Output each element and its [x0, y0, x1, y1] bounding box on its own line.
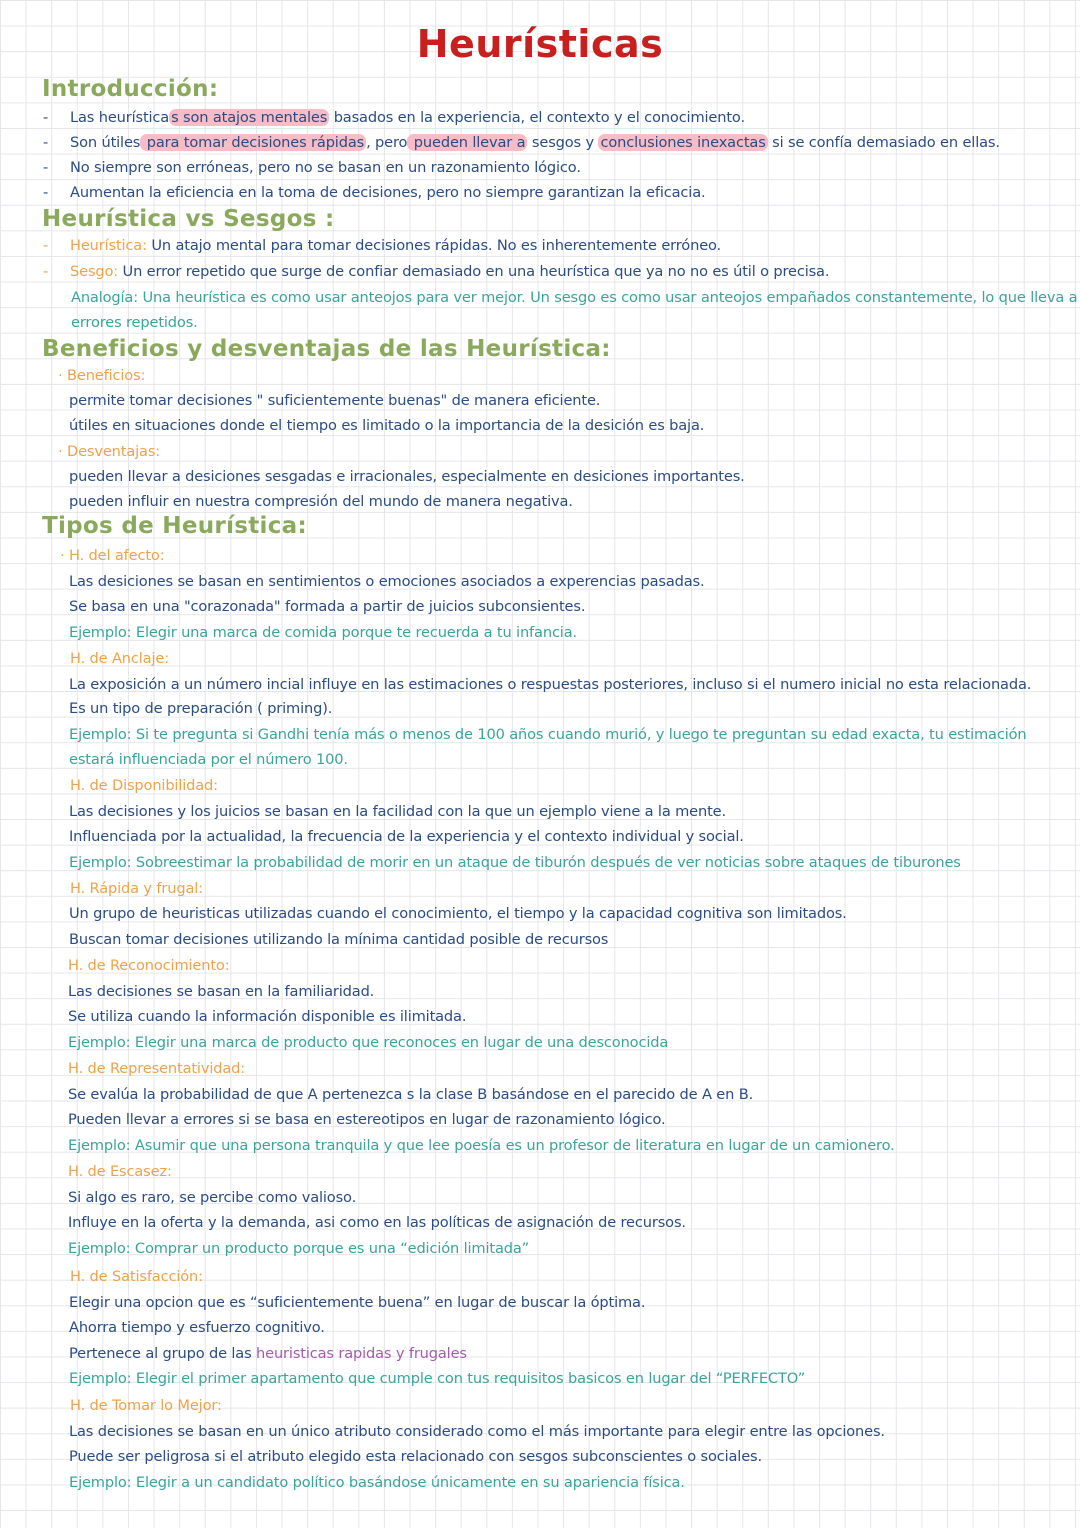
text-span: , pero [366, 134, 408, 151]
term-label: Beneficios: [67, 367, 146, 384]
heading-introduccion: Introducción: [42, 76, 219, 102]
type-representatividad-label: H. de Representatividad: [68, 1060, 246, 1077]
type-anclaje-line-2: Es un tipo de preparación ( priming). [69, 700, 333, 717]
text-span: Un atajo mental para tomar decisiones rápidas. No es inherentemente erróneo. [146, 237, 722, 254]
type-afecto-example: Ejemplo: Elegir una marca de comida porque te recuerda a tu infancia. [69, 624, 577, 641]
bullet-dot: · [58, 443, 63, 460]
benefits-label [58, 366, 145, 386]
disadvantages-line-2: pueden influir en nuestra compresión del mundo de manera negativa. [69, 493, 573, 510]
disadvantages-label [58, 442, 160, 462]
bullet-dash: - [43, 237, 49, 254]
intro-line-4: Aumentan la eficiencia en la toma de decisiones, pero no siempre garantizan la eficacia. [70, 184, 706, 201]
type-representatividad-line-2: Pueden llevar a errores si se basa en estereotipos en lugar de razonamiento lógico. [68, 1111, 666, 1128]
type-anclaje-example-1: Ejemplo: Si te pregunta si Gandhi tenía más o menos de 100 años cuando murió, y luego te preguntan su edad exacta, tu estimación [69, 726, 1027, 743]
vs-analogy-line-2: errores repetidos. [71, 314, 198, 331]
highlight-link-span: heuristicas rapidas y frugales [256, 1345, 467, 1362]
intro-line-1 [70, 108, 745, 128]
text-span: sesgos y [527, 134, 599, 151]
type-anclaje-line-1: La exposición a un número incial influye en las estimaciones o respuestas posteriores, incluso si el numero inicial no esta relacionada. [69, 676, 1032, 693]
type-satisfaccion-example: Ejemplo: Elegir el primer apartamento que cumple con tus requisitos basicos en lugar del “PERFECTO” [69, 1370, 806, 1387]
type-mejor-line-1: Las decisiones se basan en un único atributo considerado como el más importante para elegir entre las opciones. [69, 1423, 885, 1440]
term-label: Heurística: [70, 237, 147, 254]
bullet-dash: - [43, 109, 49, 126]
bullet-dot: · [60, 547, 65, 564]
disadvantages-line-1: pueden llevar a desiciones sesgadas e irracionales, especialmente en desiciones importantes. [69, 468, 745, 485]
bullet-dash: - [43, 263, 49, 280]
highlight-span: pueden llevar a [409, 134, 526, 151]
bullet-dot: · [58, 367, 63, 384]
bullet-dash: - [43, 159, 49, 176]
heading-tipos-heuristica: Tipos de Heurística: [42, 513, 307, 539]
type-disponibilidad-line-1: Las decisiones y los juicios se basan en la facilidad con la que un ejemplo viene a la mente. [69, 803, 726, 820]
type-rapida-line-1: Un grupo de heuristicas utilizadas cuando el conocimiento, el tiempo y la capacidad cognitiva son limitados. [69, 905, 847, 922]
type-anclaje-example-2: estará influenciada por el número 100. [69, 751, 348, 768]
type-mejor-line-2: Puede ser peligrosa si el atributo elegido esta relacionado con sesgos subconscientes o sociales. [69, 1448, 762, 1465]
type-mejor-label: H. de Tomar lo Mejor: [70, 1397, 222, 1414]
vs-line-sesgo [70, 262, 829, 282]
heading-beneficios-desventajas: Beneficios y desventajas de las Heurística: [42, 336, 611, 362]
type-anclaje-label: H. de Anclaje: [70, 650, 169, 667]
term-label: Sesgo: [70, 263, 119, 280]
term-label: Desventajas: [67, 443, 161, 460]
text-span: Las heurística [70, 109, 170, 126]
highlight-span: para tomar decisiones rápidas [142, 134, 365, 151]
text-span: Pertenece al grupo de las [69, 1345, 257, 1362]
type-satisfaccion-line-1: Elegir una opcion que es “suficientemente buena” en lugar de buscar la óptima. [69, 1294, 646, 1311]
type-satisfaccion-line-2: Ahorra tiempo y esfuerzo cognitivo. [69, 1319, 325, 1336]
type-reconocimiento-label: H. de Reconocimiento: [68, 957, 230, 974]
page-title: Heurísticas [416, 22, 664, 66]
bullet-dash: - [43, 184, 49, 201]
vs-analogy-line-1: Analogía: Una heurística es como usar anteojos para ver mejor. Un sesgo es como usar anteojos empañados constantemente, lo que lleva a [71, 289, 1078, 306]
highlight-span: s son atajos mentales [171, 109, 328, 126]
term-label: H. del afecto: [69, 547, 165, 564]
intro-line-3: No siempre son erróneas, pero no se basan en un razonamiento lógico. [70, 159, 581, 176]
type-rapida-line-2: Buscan tomar decisiones utilizando la mínima cantidad posible de recursos [69, 931, 609, 948]
type-representatividad-line-1: Se evalúa la probabilidad de que A pertenezca s la clase B basándose en el parecido de A en B. [68, 1086, 754, 1103]
text-span: Un error repetido que surge de confiar demasiado en una heurística que ya no no es útil o precisa. [118, 263, 830, 280]
type-disponibilidad-example: Ejemplo: Sobreestimar la probabilidad de morir en un ataque de tiburón después de ver noticias sobre ataques de tiburones [69, 854, 961, 871]
type-reconocimiento-line-2: Se utiliza cuando la información disponible es ilimitada. [68, 1008, 467, 1025]
vs-line-heuristica [70, 236, 721, 256]
type-afecto-line-2: Se basa en una "corazonada" formada a partir de juicios subconsientes. [69, 598, 586, 615]
heading-heuristica-vs-sesgos: Heurística vs Sesgos : [42, 206, 335, 232]
type-escasez-example: Ejemplo: Comprar un producto porque es una “edición limitada” [68, 1240, 530, 1257]
type-reconocimiento-example: Ejemplo: Elegir una marca de producto que reconoces en lugar de una desconocida [68, 1034, 669, 1051]
type-satisfaccion-line-3 [69, 1344, 467, 1364]
benefits-line-1: permite tomar decisiones " suficientemente buenas" de manera eficiente. [69, 392, 601, 409]
intro-line-2 [70, 133, 1000, 153]
type-mejor-example: Ejemplo: Elegir a un candidato político basándose únicamente en su apariencia física. [69, 1474, 685, 1491]
bullet-dash: - [43, 134, 49, 151]
type-afecto-label [60, 546, 164, 566]
text-span: si se confía demasiado en ellas. [767, 134, 1000, 151]
type-disponibilidad-line-2: Influenciada por la actualidad, la frecuencia de la experiencia y el contexto individual y social. [69, 828, 744, 845]
type-afecto-line-1: Las desiciones se basan en sentimientos o emociones asociados a experencias pasadas. [69, 573, 705, 590]
type-escasez-label: H. de Escasez: [68, 1163, 172, 1180]
type-escasez-line-2: Influye en la oferta y la demanda, asi como en las políticas de asignación de recursos. [68, 1214, 686, 1231]
type-disponibilidad-label: H. de Disponibilidad: [70, 777, 218, 794]
type-rapida-label: H. Rápida y frugal: [70, 880, 203, 897]
type-satisfaccion-label: H. de Satisfacción: [70, 1268, 203, 1285]
type-representatividad-example: Ejemplo: Asumir que una persona tranquila y que lee poesía es un profesor de literatura en lugar de un camionero. [68, 1137, 895, 1154]
benefits-line-2: útiles en situaciones donde el tiempo es limitado o la importancia de la desición es baja. [69, 417, 705, 434]
highlight-span: conclusiones inexactas [600, 134, 766, 151]
type-reconocimiento-line-1: Las decisiones se basan en la familiaridad. [68, 983, 375, 1000]
text-span: Son útiles [70, 134, 141, 151]
type-escasez-line-1: Si algo es raro, se percibe como valioso. [68, 1189, 357, 1206]
text-span: basados en la experiencia, el contexto y el conocimiento. [329, 109, 745, 126]
